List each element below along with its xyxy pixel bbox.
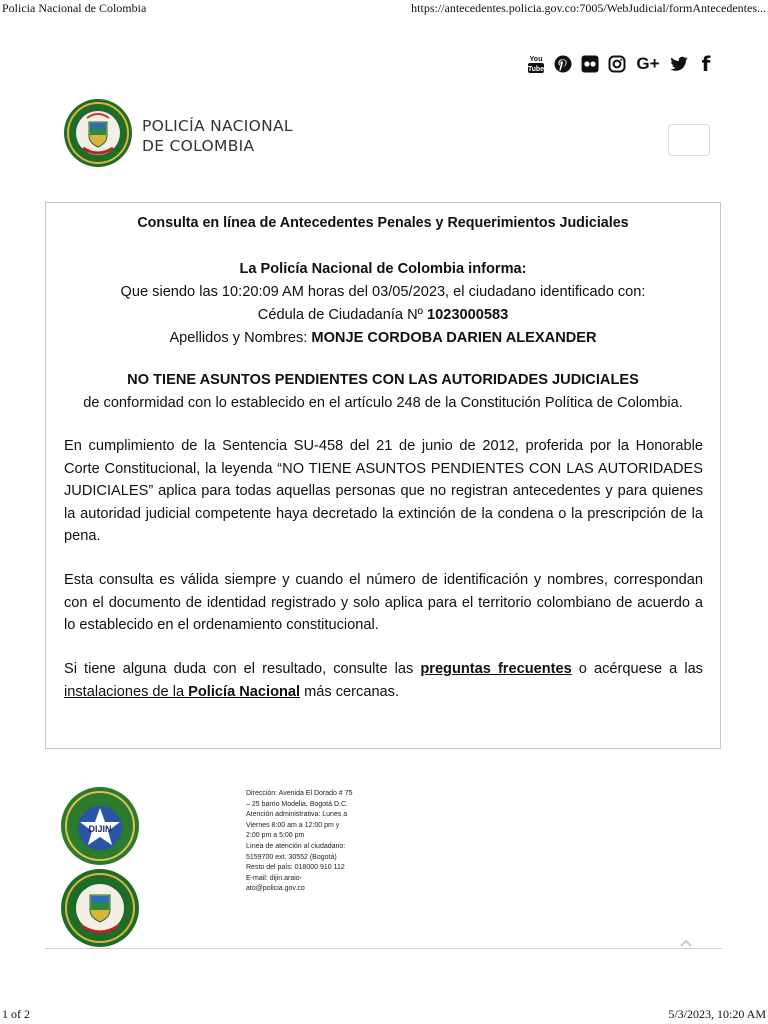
faq-link[interactable]: preguntas frecuentes	[420, 661, 572, 677]
contact-line: Línea de atención al ciudadano:	[246, 842, 346, 850]
contact-line: 5159700 ext. 30552 (Bogotá)	[246, 853, 337, 861]
informa-block	[46, 258, 720, 350]
status-line: de conformidad con lo establecido en el artículo 248 de la Constitución Política de Colombia.	[83, 395, 683, 411]
paragraph-sentencia: En cumplimiento de la Sentencia SU-458 del 21 de junio de 2012, proferida por la Honorable Corte Constitucional, la leyenda “NO TIENE ASUNTOS PENDIENTES CON LAS AUTORIDADES JUDICIALES” aplica para todas aquellas personas que no registran antecedentes y para quienes la autoridad judicial competente haya decretado la extinción de la condena o la prescripción de la pena.	[64, 438, 703, 545]
cedula-number: 1023000583	[427, 307, 509, 323]
contact-line: Resto del país: 018000 910 112	[246, 864, 345, 872]
twitter-icon[interactable]	[669, 54, 689, 74]
paragraph-dudas	[64, 658, 703, 703]
status-block	[46, 369, 720, 415]
instalaciones-link-prefix: instalaciones de la	[64, 683, 189, 700]
informa-line: Que siendo las 10:20:09 AM horas del 03/05/2023, el ciudadano identificado con:	[120, 284, 646, 300]
p3-prefix: Si tiene alguna duda con el resultado, consulte las	[64, 661, 421, 677]
instalaciones-link[interactable]	[64, 684, 300, 700]
contact-line: Dirección: Avenida El Dorado # 75	[246, 790, 353, 797]
dijin-text: DIJIN	[88, 824, 112, 834]
facebook-icon[interactable]: f	[701, 52, 711, 76]
page-number: 1 of 2	[2, 1007, 30, 1021]
google-plus-icon[interactable]: G+	[636, 54, 660, 73]
svg-text:Tube: Tube	[527, 66, 545, 73]
print-datetime: 5/3/2023, 10:20 AM	[668, 1007, 766, 1021]
dijin-emblem-logo	[60, 786, 140, 866]
social-links	[526, 54, 716, 74]
p3-suffix: más cercanas.	[300, 683, 400, 700]
contact-info	[246, 789, 374, 895]
youtube-icon[interactable]	[526, 54, 546, 74]
footer-divider	[45, 948, 722, 949]
police-emblem-logo[interactable]	[63, 98, 133, 168]
brand-name	[142, 116, 293, 156]
print-header-url: https://antecedentes.policia.gov.co:7005/WebJudicial/formAntecedentes...	[411, 1, 766, 15]
svg-text:You: You	[529, 56, 543, 63]
cedula-label: Cédula de Ciudadanía Nº	[257, 307, 428, 323]
police-emblem-footer	[60, 868, 140, 948]
print-header	[0, 0, 768, 16]
brand-line1: POLICÍA NACIONAL	[142, 117, 293, 135]
pinterest-icon[interactable]	[553, 54, 573, 74]
card-title: Consulta en línea de Antecedentes Penales y Requerimientos Judiciales	[137, 215, 629, 231]
contact-line: Atención administrativa: Lunes a	[246, 811, 348, 819]
contact-line: 2:00 pm a 5:00 pm	[246, 832, 305, 840]
print-header-title: Policia Nacional de Colombia	[2, 1, 147, 15]
scroll-top-icon[interactable]	[678, 936, 694, 948]
contact-line: Viernes 8:00 am a 12:00 pm y	[246, 821, 340, 829]
contact-line: E-mail: dijin.araio-	[246, 874, 303, 882]
informa-heading: La Policía Nacional de Colombia informa:	[239, 261, 527, 277]
menu-button[interactable]	[668, 124, 710, 156]
contact-line: – 25 barrio Modelia, Bogotá D.C.	[246, 800, 348, 808]
names-value: MONJE CORDOBA DARIEN ALEXANDER	[311, 330, 597, 346]
names-line	[46, 327, 720, 350]
cedula-line	[46, 304, 720, 327]
flickr-icon[interactable]	[580, 54, 600, 74]
result-card	[45, 202, 721, 749]
instagram-icon[interactable]	[607, 54, 627, 74]
names-label: Apellidos y Nombres:	[169, 330, 312, 346]
instalaciones-link-bold: Policía Nacional	[188, 683, 301, 700]
paragraph-validez: Esta consulta es válida siempre y cuando el número de identificación y nombres, correspondan con el documento de identidad registrado y solo aplica para el territorio colombiano de acuerdo a lo establecido en el ordenamiento constitucional.	[64, 572, 703, 634]
status-heading: NO TIENE ASUNTOS PENDIENTES CON LAS AUTORIDADES JUDICIALES	[127, 372, 639, 388]
brand-line2: DE COLOMBIA	[142, 137, 255, 155]
print-footer	[0, 1008, 768, 1024]
contact-line: ato@policia.gov.co	[246, 885, 305, 893]
p3-middle: o acérquese a las	[571, 661, 703, 677]
